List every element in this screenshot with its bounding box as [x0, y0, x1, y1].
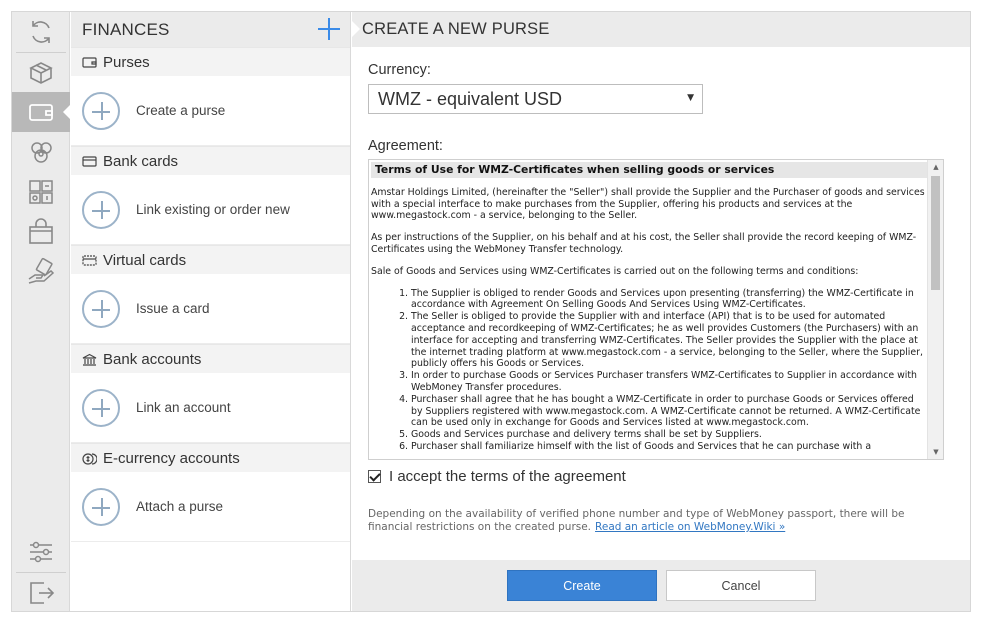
- plus-circle-icon: [82, 191, 120, 229]
- agreement-terms-list: [371, 288, 927, 453]
- agreement-content: [369, 160, 929, 459]
- refresh-icon[interactable]: [12, 12, 70, 52]
- bank-icon: [82, 353, 97, 366]
- section-label: Bank cards: [103, 152, 179, 170]
- agreement-term: 1. The Supplier is obliged to render Goods and Services upon presenting (transferring) the WMZ-Certificate in accordance with Agreement On Selling Goods And Services Using WMZ-Certificates.: [411, 288, 927, 312]
- hand-money-icon[interactable]: [12, 252, 70, 292]
- restrictions-text: Depending on the availability of verified phone number and type of WebMoney passport, there will be financial restrictions on the created purse.: [368, 508, 905, 533]
- accept-terms-row[interactable]: [368, 468, 626, 485]
- agreement-scrollbar[interactable]: [927, 160, 943, 459]
- attach-purse-button[interactable]: [71, 472, 350, 542]
- agreement-label: Agreement:: [368, 138, 443, 154]
- shop-bag-icon[interactable]: [12, 212, 70, 252]
- section-label: Purses: [103, 53, 150, 71]
- action-label: Link existing or order new: [136, 202, 290, 217]
- wallet-icon[interactable]: [12, 92, 70, 132]
- agreement-term: 4. Purchaser shall agree that he has bought a WMZ-Certificate in order to purchase Goods or Services offered by Suppliers registered with www.megastock.com. A WMZ-Certificate cannot be returned. A WMZ-Certificate can be used only in exchange for Goods and Services listed at www.megastock.com.: [411, 394, 927, 429]
- agreement-paragraph: Sale of Goods and Services using WMZ-Certificates is carried out on the following terms and conditions:: [371, 265, 859, 277]
- scroll-thumb[interactable]: [931, 176, 940, 290]
- currency-label: Currency:: [368, 62, 431, 78]
- accept-terms-checkbox[interactable]: [368, 470, 381, 483]
- plus-circle-icon: [82, 488, 120, 526]
- currency-select[interactable]: [368, 84, 703, 114]
- create-purse-button[interactable]: [71, 76, 350, 146]
- box-icon[interactable]: [12, 52, 70, 92]
- bank-card-icon: [82, 155, 97, 168]
- accept-terms-label[interactable]: I accept the terms of the agreement: [389, 468, 626, 485]
- section-bank-accounts: [71, 344, 350, 373]
- virtual-card-icon: [82, 254, 97, 267]
- agreement-title: Terms of Use for WMZ-Certificates when selling goods or services: [371, 162, 927, 178]
- purse-icon: [82, 56, 97, 69]
- action-label: Create a purse: [136, 103, 226, 118]
- dialog-footer: [352, 560, 970, 611]
- action-label: Issue a card: [136, 301, 210, 316]
- section-virtual-cards: [71, 245, 350, 274]
- section-purses: [71, 47, 350, 76]
- section-e-currency: [71, 443, 350, 472]
- action-label: Attach a purse: [136, 499, 224, 514]
- users-icon[interactable]: [12, 132, 70, 172]
- add-icon[interactable]: [318, 18, 340, 40]
- plus-circle-icon: [82, 290, 120, 328]
- currency-value: WMZ - equivalent USD: [378, 88, 563, 109]
- scroll-up-icon[interactable]: ▲: [933, 163, 939, 171]
- icon-rail: [12, 12, 70, 611]
- agreement-term: 5. Goods and Services purchase and delivery terms shall be set by Suppliers.: [411, 429, 927, 441]
- section-label: E-currency accounts: [103, 449, 240, 467]
- settings-sliders-icon[interactable]: [12, 532, 70, 572]
- dialog-title: CREATE A NEW PURSE: [362, 20, 550, 38]
- finances-title: FINANCES: [82, 19, 170, 39]
- section-label: Bank accounts: [103, 350, 202, 368]
- wiki-link[interactable]: Read an article on WebMoney.Wiki »: [595, 521, 786, 533]
- agreement-term: 6. Purchaser shall familiarize himself with the list of Goods and Services that he can purchase with a: [411, 441, 927, 453]
- plus-circle-icon: [82, 389, 120, 427]
- create-purse-dialog: [352, 12, 970, 611]
- plus-circle-icon: [82, 92, 120, 130]
- action-label: Link an account: [136, 400, 231, 415]
- section-label: Virtual cards: [103, 251, 187, 269]
- dialog-header: [352, 12, 970, 47]
- services-icon[interactable]: [12, 172, 70, 212]
- issue-card-button[interactable]: [71, 274, 350, 344]
- finances-header: [71, 12, 350, 47]
- create-button[interactable]: Create: [507, 570, 657, 601]
- agreement-paragraph: As per instructions of the Supplier, on his behalf and at his cost, the Seller shall provide the record keeping of WMZ-Certificates using the WebMoney Transfer technology.: [371, 232, 917, 255]
- logout-icon[interactable]: [12, 573, 70, 612]
- link-account-button[interactable]: [71, 373, 350, 443]
- scroll-down-icon[interactable]: ▼: [933, 448, 939, 456]
- app-window: [11, 11, 971, 612]
- agreement-textbox[interactable]: [368, 159, 944, 460]
- agreement-term: 2. The Seller is obliged to provide the Supplier with and interface (API) that is to be used for automated acceptance and recordkeeping of WMZ-Certificates; he as well provides Customers (the Purchasers) with an interface for accepting and transferring WMZ-Certificates. The Seller provides the Supplier with the place at the internet trading platform at www.megastock.com - a service, belonging to the Seller, where the Supplier, publicly offers his Goods or Services.: [411, 311, 927, 370]
- finances-panel: [71, 12, 351, 611]
- agreement-paragraph: Amstar Holdings Limited, (hereinafter the "Seller") shall provide the Supplier and the Purchaser of goods and services with a special interface to make purchases from the Supplier, offering his products and services at the www.megastock.com - a service, belonging to the Seller.: [371, 186, 925, 222]
- section-bank-cards: [71, 146, 350, 175]
- cancel-button[interactable]: Cancel: [666, 570, 816, 601]
- e-currency-icon: [82, 452, 97, 465]
- link-card-button[interactable]: [71, 175, 350, 245]
- dropdown-arrow-icon: ▼: [687, 93, 694, 103]
- agreement-term: 3. In order to purchase Goods or Services Purchaser transfers WMZ-Certificates to Supplier in accordance with WebMoney Transfer procedures.: [411, 370, 927, 394]
- restrictions-note: [368, 508, 948, 534]
